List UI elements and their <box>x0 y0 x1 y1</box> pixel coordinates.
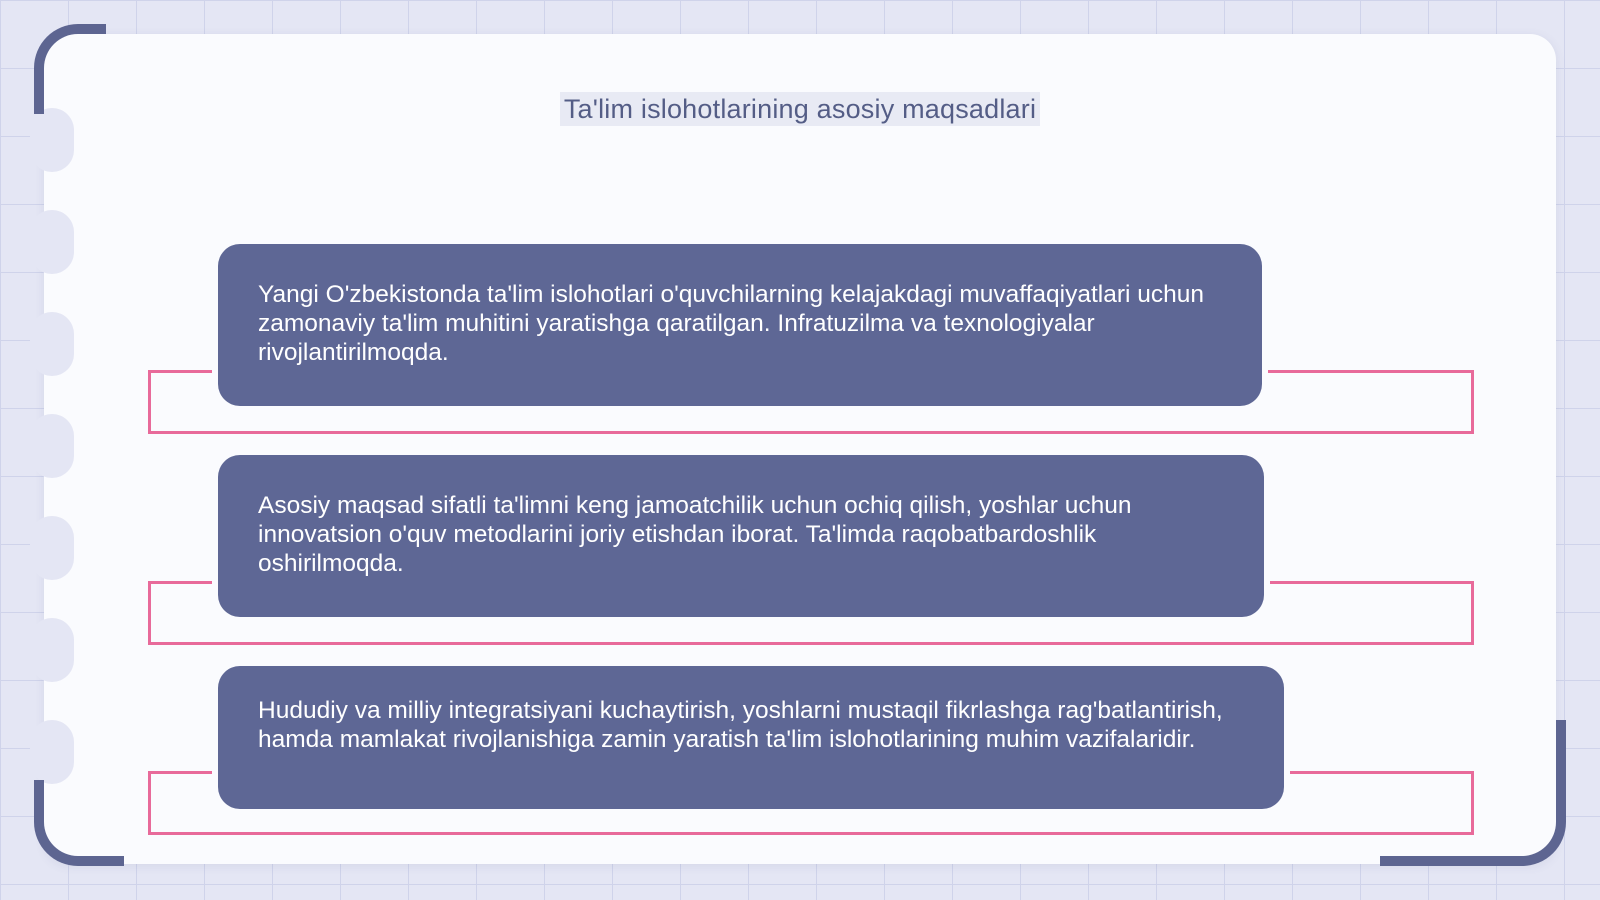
content-card-3 <box>218 666 1284 809</box>
content-card-1 <box>218 244 1262 406</box>
card-text: Hududiy va milliy integratsiyani kuchaytirish, yoshlarni mustaqil fikrlashga rag'batlantirish, hamda mamlakat rivojlanishiga zamin yaratish ta'lim islohotlarining muhim vazifalaridir. <box>258 697 1223 753</box>
slide-title <box>0 94 1600 125</box>
corner-bracket-bottom-left <box>34 780 124 866</box>
slide-title-text: Ta'lim islohotlarining asosiy maqsadlari <box>560 92 1040 126</box>
scallop-decoration <box>30 516 74 580</box>
scallop-decoration <box>30 414 74 478</box>
card-text: Asosiy maqsad sifatli ta'limni keng jamoatchilik uchun ochiq qilish, yoshlar uchun innovatsion o'quv metodlarini joriy etishdan iborat. Ta'limda raqobatbardoshlik oshirilmoqda. <box>258 492 1132 577</box>
scallop-decoration <box>30 618 74 682</box>
card-text: Yangi O'zbekistonda ta'lim islohotlari o'quvchilarning kelajakdagi muvaffaqiyatlari uchun zamonaviy ta'lim muhitini yaratishga qaratilgan. Infratuzilma va texnologiyalar rivojlantirilmoqda. <box>258 281 1205 366</box>
scallop-decoration <box>30 210 74 274</box>
scallop-decoration <box>30 720 74 784</box>
scallop-decoration <box>30 312 74 376</box>
content-card-2 <box>218 455 1264 617</box>
